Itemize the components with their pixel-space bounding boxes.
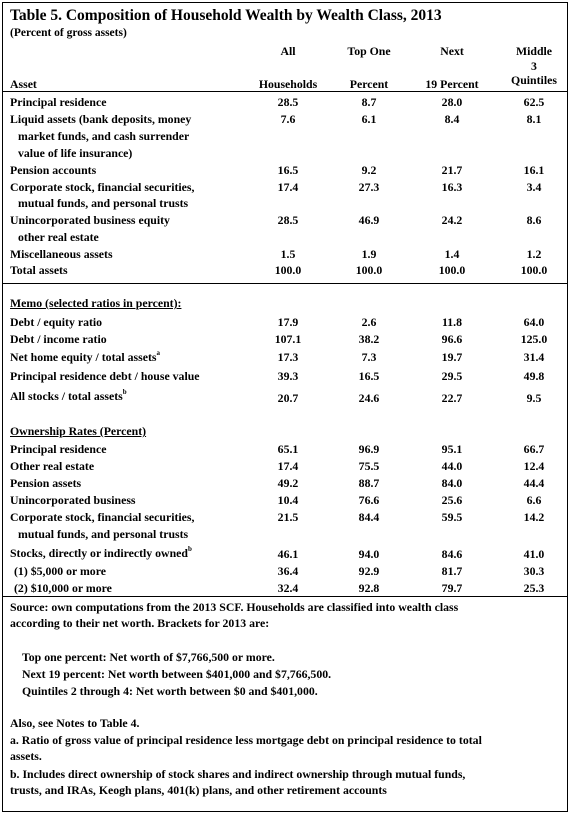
cell-next: 24.2 [441, 213, 463, 227]
cell-all: 46.1 [277, 547, 299, 561]
cell-middle: 6.6 [526, 493, 542, 507]
cell-middle: 31.4 [523, 350, 545, 364]
note-a-line-1: a. Ratio of gross value of principal residence less mortgage debt on principal residence to total [10, 733, 482, 747]
section-rule [3, 283, 567, 284]
row-label [10, 389, 127, 403]
cell-next: 11.8 [442, 315, 462, 329]
note-b-line-1: b. Includes direct ownership of stock shares and indirect ownership through mutual funds, [10, 767, 466, 781]
note-b-line-2: trusts, and IRAs, Keogh plans, 401(k) plans, and other retirement accounts [10, 783, 387, 797]
cell-top: 9.2 [361, 163, 377, 177]
cell-middle: 14.2 [523, 510, 545, 524]
cell-next: 84.6 [441, 547, 463, 561]
header-middle-line2: 3 [531, 59, 537, 73]
cell-middle: 100.0 [520, 263, 548, 277]
cell-top: 2.6 [361, 315, 377, 329]
cell-middle: 64.0 [523, 315, 545, 329]
cell-next: 8.4 [444, 112, 460, 126]
row-label: Principal residence [10, 95, 107, 109]
row-label: Debt / equity ratio [10, 315, 103, 329]
cell-next: 28.0 [441, 95, 463, 109]
cell-all: 28.5 [277, 95, 299, 109]
row-label-cont: market funds, and cash surrender [18, 129, 190, 143]
header-middle-line1: Middle [515, 44, 553, 58]
cell-middle: 8.1 [526, 112, 542, 126]
cell-top: 7.3 [361, 350, 377, 364]
cell-next: 1.4 [444, 247, 460, 261]
cell-next: 96.6 [441, 332, 463, 346]
cell-all: 17.9 [277, 315, 299, 329]
cell-top: 38.2 [358, 332, 380, 346]
cell-next: 84.0 [441, 476, 463, 490]
cell-all: 49.2 [277, 476, 299, 490]
cell-all: 1.5 [280, 247, 296, 261]
cell-all: 21.5 [277, 510, 299, 524]
cell-all: 17.3 [277, 350, 299, 364]
row-label: Miscellaneous assets [10, 247, 113, 261]
cell-next: 16.3 [441, 180, 463, 194]
memo-heading: Memo (selected ratios in percent): [10, 296, 182, 310]
row-label: (2) $10,000 or more [14, 581, 112, 595]
cell-top: 75.5 [358, 459, 380, 473]
cell-all: 107.1 [274, 332, 302, 346]
cell-all: 7.6 [280, 112, 296, 126]
header-next-line2: 19 Percent [425, 77, 479, 91]
cell-middle: 16.1 [523, 163, 545, 177]
cell-middle: 9.5 [526, 391, 542, 405]
row-label: Corporate stock, financial securities, [10, 180, 195, 194]
table-subtitle: (Percent of gross assets) [10, 27, 127, 39]
footnote-marker-b: b [187, 545, 192, 554]
cell-all: 16.5 [277, 163, 299, 177]
cell-next: 44.0 [441, 459, 463, 473]
cell-middle: 41.0 [523, 547, 545, 561]
cell-next: 100.0 [438, 263, 466, 277]
note-a-line-2: assets. [10, 749, 42, 763]
cell-all: 20.7 [277, 391, 299, 405]
cell-all: 10.4 [277, 493, 299, 507]
row-label-cont: other real estate [18, 230, 99, 244]
row-label: Principal residence [10, 442, 107, 456]
cell-next: 95.1 [441, 442, 463, 456]
table-title: Table 5. Composition of Household Wealth by Wealth Class, 2013 [10, 7, 442, 24]
row-label: (1) $5,000 or more [14, 564, 106, 578]
row-label: Unincorporated business [10, 493, 136, 507]
row-label [10, 546, 192, 560]
cell-top: 92.9 [358, 564, 380, 578]
cell-top: 8.7 [361, 95, 377, 109]
footnote-marker-a: a [156, 349, 160, 358]
cell-next: 22.7 [441, 391, 463, 405]
cell-top: 84.4 [358, 510, 380, 524]
row-label [10, 350, 160, 364]
cell-middle: 30.3 [523, 564, 545, 578]
row-label-text: Net home equity / total assets [10, 350, 157, 364]
cell-middle: 44.4 [523, 476, 545, 490]
header-rule [3, 91, 567, 92]
header-top-line2: Percent [349, 77, 389, 91]
header-next-line1: Next [440, 44, 464, 58]
cell-top: 27.3 [358, 180, 380, 194]
row-label-cont: mutual funds, and personal trusts [18, 527, 189, 541]
row-label-cont: mutual funds, and personal trusts [18, 196, 189, 210]
row-label: Liquid assets (bank deposits, money [10, 112, 192, 126]
cell-top: 46.9 [358, 213, 380, 227]
header-middle-line3: Quintiles [511, 73, 557, 87]
bracket-middle: Quintiles 2 through 4: Net worth between $0 and $401,000. [22, 684, 318, 698]
cell-top: 24.6 [358, 391, 380, 405]
cell-all: 65.1 [277, 442, 299, 456]
cell-all: 32.4 [277, 581, 299, 595]
row-label: Other real estate [10, 459, 95, 473]
cell-next: 59.5 [441, 510, 463, 524]
cell-next: 21.7 [441, 163, 463, 177]
cell-next: 81.7 [441, 564, 463, 578]
ownership-heading: Ownership Rates (Percent) [10, 424, 147, 438]
bracket-top: Top one percent: Net worth of $7,766,500 or more. [22, 650, 275, 664]
cell-top: 16.5 [358, 369, 380, 383]
cell-next: 79.7 [441, 581, 463, 595]
cell-next: 29.5 [441, 369, 463, 383]
cell-top: 6.1 [361, 112, 377, 126]
header-all-line1: All [280, 44, 296, 58]
cell-middle: 12.4 [523, 459, 545, 473]
header-all-line2: Households [258, 77, 318, 91]
cell-next: 19.7 [441, 350, 463, 364]
cell-all: 17.4 [277, 459, 299, 473]
also-note: Also, see Notes to Table 4. [10, 716, 140, 730]
footnote-marker-b: b [122, 388, 127, 397]
cell-top: 76.6 [358, 493, 380, 507]
cell-top: 92.8 [358, 581, 380, 595]
cell-middle: 62.5 [523, 95, 545, 109]
row-label: Pension accounts [10, 163, 97, 177]
cell-middle: 8.6 [526, 213, 542, 227]
cell-all: 100.0 [274, 263, 302, 277]
cell-top: 96.9 [358, 442, 380, 456]
row-label-cont: value of life insurance) [18, 146, 133, 160]
cell-all: 39.3 [277, 369, 299, 383]
source-line-1: Source: own computations from the 2013 SCF. Households are classified into wealth class [10, 600, 459, 614]
cell-middle: 125.0 [520, 332, 548, 346]
cell-top: 1.9 [361, 247, 377, 261]
cell-middle: 49.8 [523, 369, 545, 383]
source-line-2: according to their net worth. Brackets for 2013 are: [10, 616, 270, 630]
cell-middle: 1.2 [526, 247, 542, 261]
cell-middle: 25.3 [523, 581, 545, 595]
cell-top: 100.0 [355, 263, 383, 277]
cell-all: 28.5 [277, 213, 299, 227]
row-label: Corporate stock, financial securities, [10, 510, 195, 524]
bracket-next: Next 19 percent: Net worth between $401,000 and $7,766,500. [22, 667, 332, 681]
row-label-text: Stocks, directly or indirectly owned [10, 546, 188, 560]
row-label-total: Total assets [10, 263, 68, 277]
cell-next: 25.6 [441, 493, 463, 507]
cell-top: 94.0 [358, 547, 380, 561]
cell-all: 17.4 [277, 180, 299, 194]
cell-middle: 3.4 [526, 180, 542, 194]
row-label: Pension assets [10, 476, 82, 490]
cell-top: 88.7 [358, 476, 380, 490]
row-label: Debt / income ratio [10, 332, 107, 346]
row-label: Principal residence debt / house value [10, 369, 200, 383]
header-top-line1: Top One [347, 44, 391, 58]
header-asset: Asset [10, 77, 37, 91]
row-label-text: All stocks / total assets [10, 389, 123, 403]
cell-middle: 66.7 [523, 442, 545, 456]
row-label: Unincorporated business equity [10, 213, 170, 227]
notes-rule [3, 596, 567, 597]
cell-all: 36.4 [277, 564, 299, 578]
